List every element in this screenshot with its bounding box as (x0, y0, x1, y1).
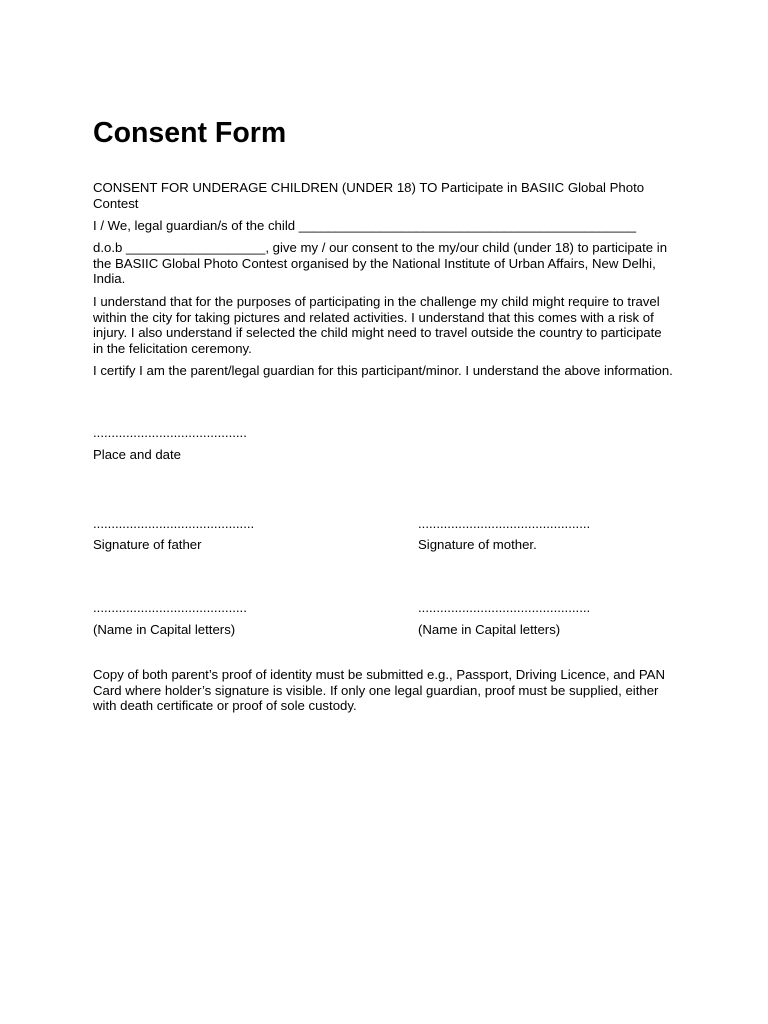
mother-signature-dotted-line: ............................................... (418, 516, 591, 531)
identity-proof-paragraph: Copy of both parent’s proof of identity must be submitted e.g., Passport, Driving Licence, and PAN Card where holder’s signature is visible. If only one legal guardian, proof must be supplied, either with death certificate or proof of sole custody. (93, 667, 666, 713)
mother-signature-label: Signature of mother. (418, 537, 537, 552)
consent-heading: CONSENT FOR UNDERAGE CHILDREN (UNDER 18) TO Participate in BASIIC Global Photo Contest (93, 180, 645, 211)
certify-paragraph: I certify I am the parent/legal guardian for this participant/minor. I understand the above information. (93, 363, 673, 378)
father-signature-dotted-line: ............................................ (93, 516, 255, 531)
guardian-line: I / We, legal guardian/s of the child ______________________________________________ (93, 218, 637, 233)
place-date-dotted-line: .......................................... (93, 425, 247, 440)
place-date-label: Place and date (93, 447, 181, 462)
father-name-label: (Name in Capital letters) (93, 622, 236, 637)
mother-name-label: (Name in Capital letters) (418, 622, 561, 637)
mother-name-dotted-line: ............................................... (418, 600, 591, 615)
father-name-dotted-line: .......................................... (93, 600, 247, 615)
dob-consent-paragraph: d.o.b ___________________, give my / our consent to the my/our child (under 18) to participate in the BASIIC Global Photo Contest organised by the National Institute of Urban Affairs, New Delhi, India. (93, 240, 668, 286)
page-title: Consent Form (93, 117, 287, 149)
understanding-paragraph: I understand that for the purposes of participating in the challenge my child might require to travel within the city for taking pictures and related activities. I understand that this comes with a risk of injury. I also understand if selected the child might need to travel outside the country to participate in the felicitation ceremony. (93, 294, 662, 356)
father-signature-label: Signature of father (93, 537, 202, 552)
